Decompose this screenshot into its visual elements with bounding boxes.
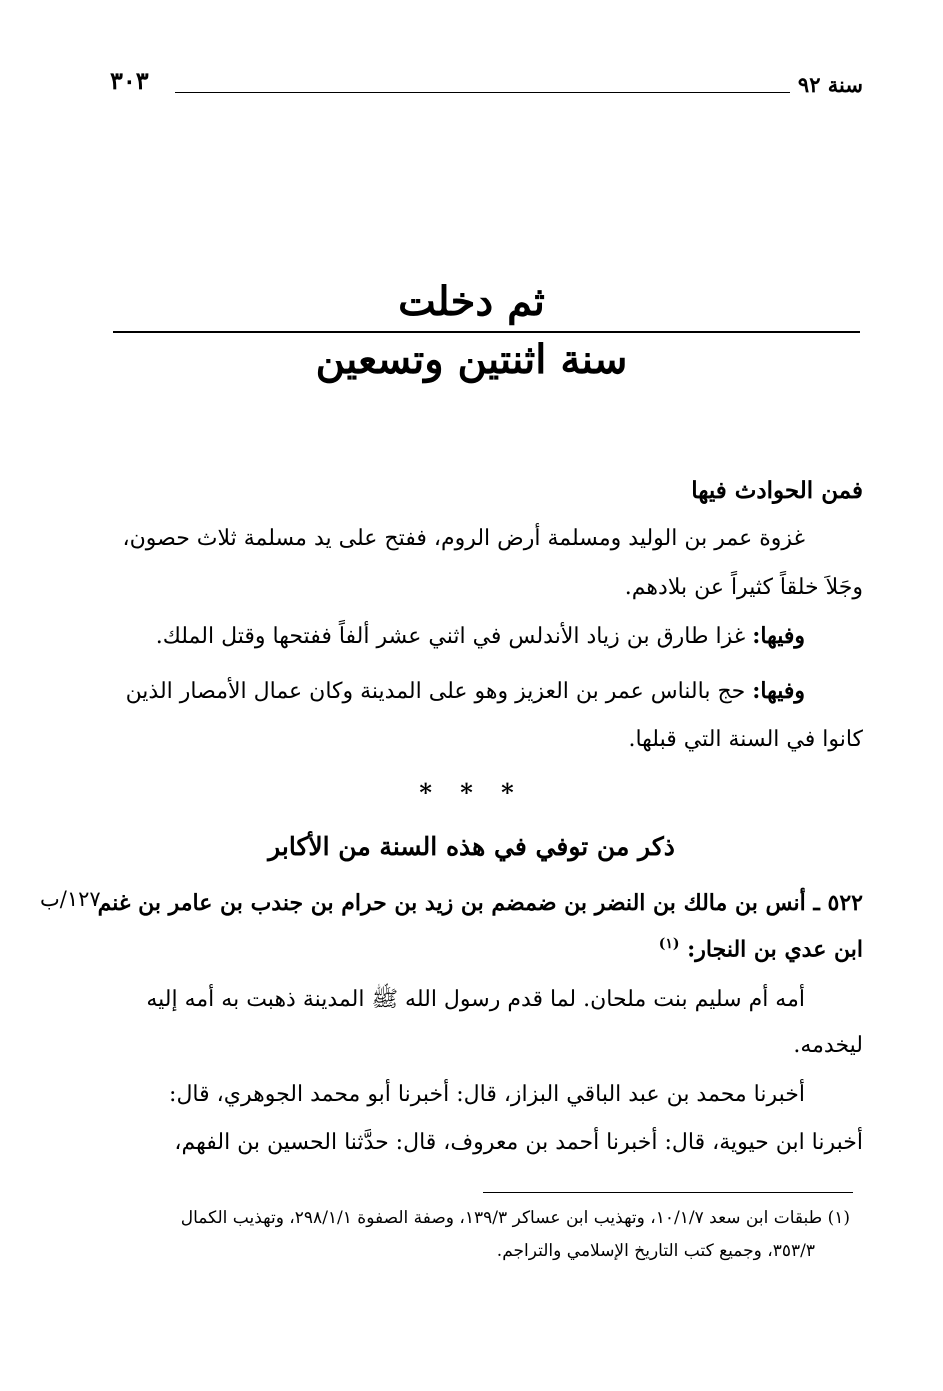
events-p1-line1: غزوة عمر بن الوليد ومسلمة أرض الروم، ففتح على يد مسلمة ثلاث حصون، xyxy=(122,526,805,551)
entry-title-line2: ابن عدي بن النجار: xyxy=(687,936,863,963)
entry-p1-line2: ليخدمه. xyxy=(793,1033,863,1058)
events-p2-label: وفيها: xyxy=(752,623,805,649)
footnote-marker: (١) xyxy=(658,936,680,952)
entry-p1-line1: أمه أم سليم بنت ملحان. لما قدم رسول الله ﷺ المدينة ذهبت به أمه إليه xyxy=(146,987,805,1012)
page-number: ٣٠٣ xyxy=(110,66,149,95)
entry-title-line1: ٥٢٢ ـ أنس بن مالك بن النضر بن ضمضم بن زيد بن حرام بن جندب بن عامر بن غنم xyxy=(97,890,863,916)
footnote-rule xyxy=(483,1192,853,1193)
events-p1-line2: وجَلاَ خلقاً كثيراً عن بلادهم. xyxy=(624,575,863,600)
events-p3-label: وفيها: xyxy=(752,678,805,704)
footnote-line2: ٣٥٣/٣، وجميع كتب التاريخ الإسلامي والتراجم. xyxy=(496,1241,815,1261)
chapter-title-line2: سنة اثنتين وتسعين xyxy=(315,336,628,383)
events-p3-line1-wrap xyxy=(126,678,805,704)
header-rule xyxy=(175,92,790,93)
footnote-line1: (١) طبقات ابن سعد ١٠/١/٧، وتهذيب ابن عساكر ١٣٩/٣، وصفة الصفوة ٢٩٨/١/١، وتهذيب الكمال xyxy=(180,1208,850,1228)
entry-title-line2-wrap xyxy=(659,936,863,962)
events-p2-text: غزا طارق بن زياد الأندلس في اثني عشر ألفاً ففتحها وقتل الملك. xyxy=(155,624,746,649)
running-head: سنة ٩٢ xyxy=(797,72,863,97)
manuscript-reference: ١٢٧/ب xyxy=(40,887,101,911)
section-separator: * * * xyxy=(419,778,524,807)
events-heading: فمن الحوادث فيها xyxy=(691,477,863,504)
deaths-heading: ذكر من توفي في هذه السنة من الأكابر xyxy=(268,832,675,861)
entry-p2-line1: أخبرنا محمد بن عبد الباقي البزاز، قال: أخبرنا أبو محمد الجوهري، قال: xyxy=(169,1082,805,1107)
events-p3-line2: كانوا في السنة التي قبلها. xyxy=(628,727,863,752)
events-p2 xyxy=(156,623,805,649)
chapter-title-rule xyxy=(113,331,860,333)
events-p3-line1: حج بالناس عمر بن العزيز وهو على المدينة وكان عمال الأمصار الذين xyxy=(125,679,746,704)
entry-p2-line2: أخبرنا ابن حيوية، قال: أخبرنا أحمد بن معروف، قال: حدَّثنا الحسين بن الفهم، xyxy=(174,1130,863,1155)
chapter-title-line1: ثم دخلت xyxy=(398,278,545,325)
